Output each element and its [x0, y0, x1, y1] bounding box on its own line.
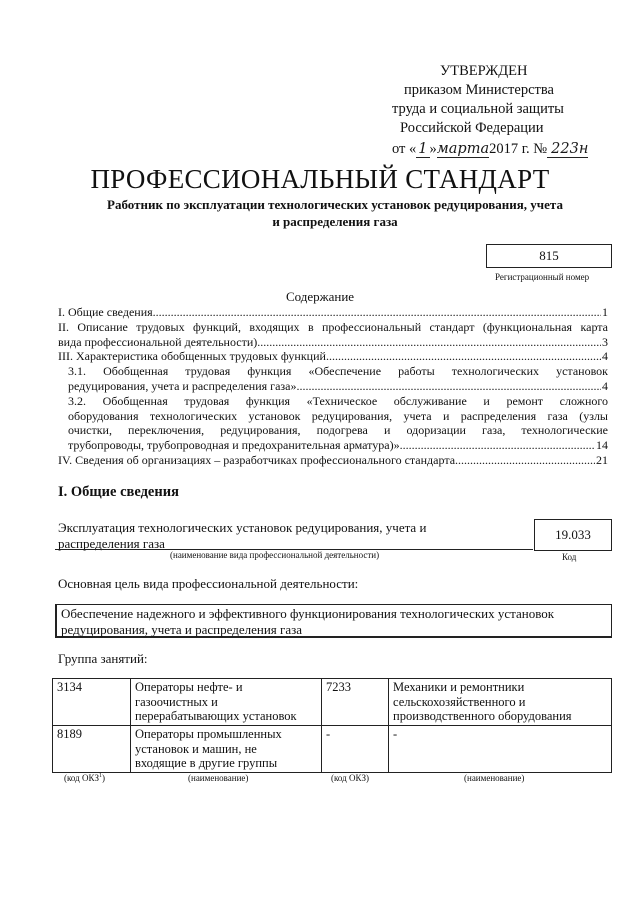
okz-code-caption: (код ОКЗ$^1$)	[64, 773, 105, 783]
toc-entry[interactable]: I. Общие сведения ..... 1	[58, 305, 608, 320]
okz-code-cell: 8189	[53, 726, 131, 773]
table-of-contents	[58, 305, 608, 468]
activity-code-box: 19.033	[534, 519, 612, 551]
section-heading: I. Общие сведения	[58, 484, 179, 500]
registration-number-label: Регистрационный номер	[495, 272, 590, 282]
occupation-name-caption: (наименование)	[188, 773, 249, 783]
goal-label: Основная цель вида профессиональной деятельности:	[58, 576, 359, 591]
approval-block	[392, 62, 588, 159]
toc-entry[interactable]: 3.2. Обобщенная трудовая функция «Техническое обслуживание и ремонт сложного оборудования технологических установок редуцирования, учета и распределения газа (узлы очистки, переключения, редуцирования, подогрева и одоризации газа, технологические трубопроводы, трубопроводная и предохранительная арматура)» ..... 14	[58, 394, 608, 453]
goal-box: Обеспечение надежного и эффективного функционирования технологических установок редуцирования, учета и распределения газа	[55, 604, 612, 638]
okz-code-cell: 3134	[53, 679, 131, 726]
toc-entry[interactable]: II. Описание трудовых функций, входящих в профессиональный стандарт (функциональная карта вида профессиональной деятельности) ..... 3	[58, 320, 608, 350]
okz-code-caption-2: (код ОКЗ)	[331, 773, 369, 783]
occupation-name-cell: Операторы промышленных установок и машин, не входящие в другие группы	[131, 726, 322, 773]
occupation-groups-table	[52, 678, 612, 773]
occupation-name-cell: Операторы нефте- и газоочистных и перерабатывающих установок	[131, 679, 322, 726]
okz-code-cell: -	[322, 726, 389, 773]
document-subtitle: Работник по эксплуатации технологических установок редуцирования, учета и распределения газа	[107, 197, 563, 229]
code-caption: Код	[562, 552, 577, 562]
activity-name: Эксплуатация технологических установок редуцирования, учета и распределения газа	[58, 520, 427, 551]
occupation-name-cell: Механики и ремонтники сельскохозяйственного и производственного оборудования	[389, 679, 612, 726]
okz-code-cell: 7233	[322, 679, 389, 726]
approval-order: приказом Министерства	[404, 82, 554, 98]
handwritten-day: 1	[418, 141, 428, 157]
occupation-name-caption-2: (наименование)	[464, 773, 525, 783]
document-title: ПРОФЕССИОНАЛЬНЫЙ СТАНДАРТ	[90, 164, 550, 194]
contents-heading: Содержание	[285, 289, 355, 304]
handwritten-month: марта	[436, 141, 490, 157]
activity-caption: (наименование вида профессиональной деятельности)	[170, 550, 380, 560]
toc-entry[interactable]: 3.1. Обобщенная трудовая функция «Обеспечение работы технологических установок редуцирования, учета и распределения газа» ..... 4	[58, 364, 608, 394]
approval-date: от « 1 »марта2017 г. № 223н	[392, 141, 589, 157]
group-label: Группа занятий:	[58, 651, 148, 666]
approval-ministry: труда и социальной защиты	[392, 101, 564, 117]
registration-number-box: 815	[486, 244, 612, 268]
approval-title: УТВЕРЖДЕН	[440, 63, 528, 79]
toc-entry[interactable]: IV. Сведения об организациях – разработчиках профессионального стандарта ..... 21	[58, 453, 608, 468]
table-row	[53, 679, 612, 726]
approval-federation: Российской Федерации	[400, 120, 544, 136]
handwritten-number: 223н	[547, 141, 588, 158]
toc-entry[interactable]: III. Характеристика обобщенных трудовых функций ..... 4	[58, 349, 608, 364]
occupation-name-cell: -	[389, 726, 612, 773]
table-row	[53, 726, 612, 773]
